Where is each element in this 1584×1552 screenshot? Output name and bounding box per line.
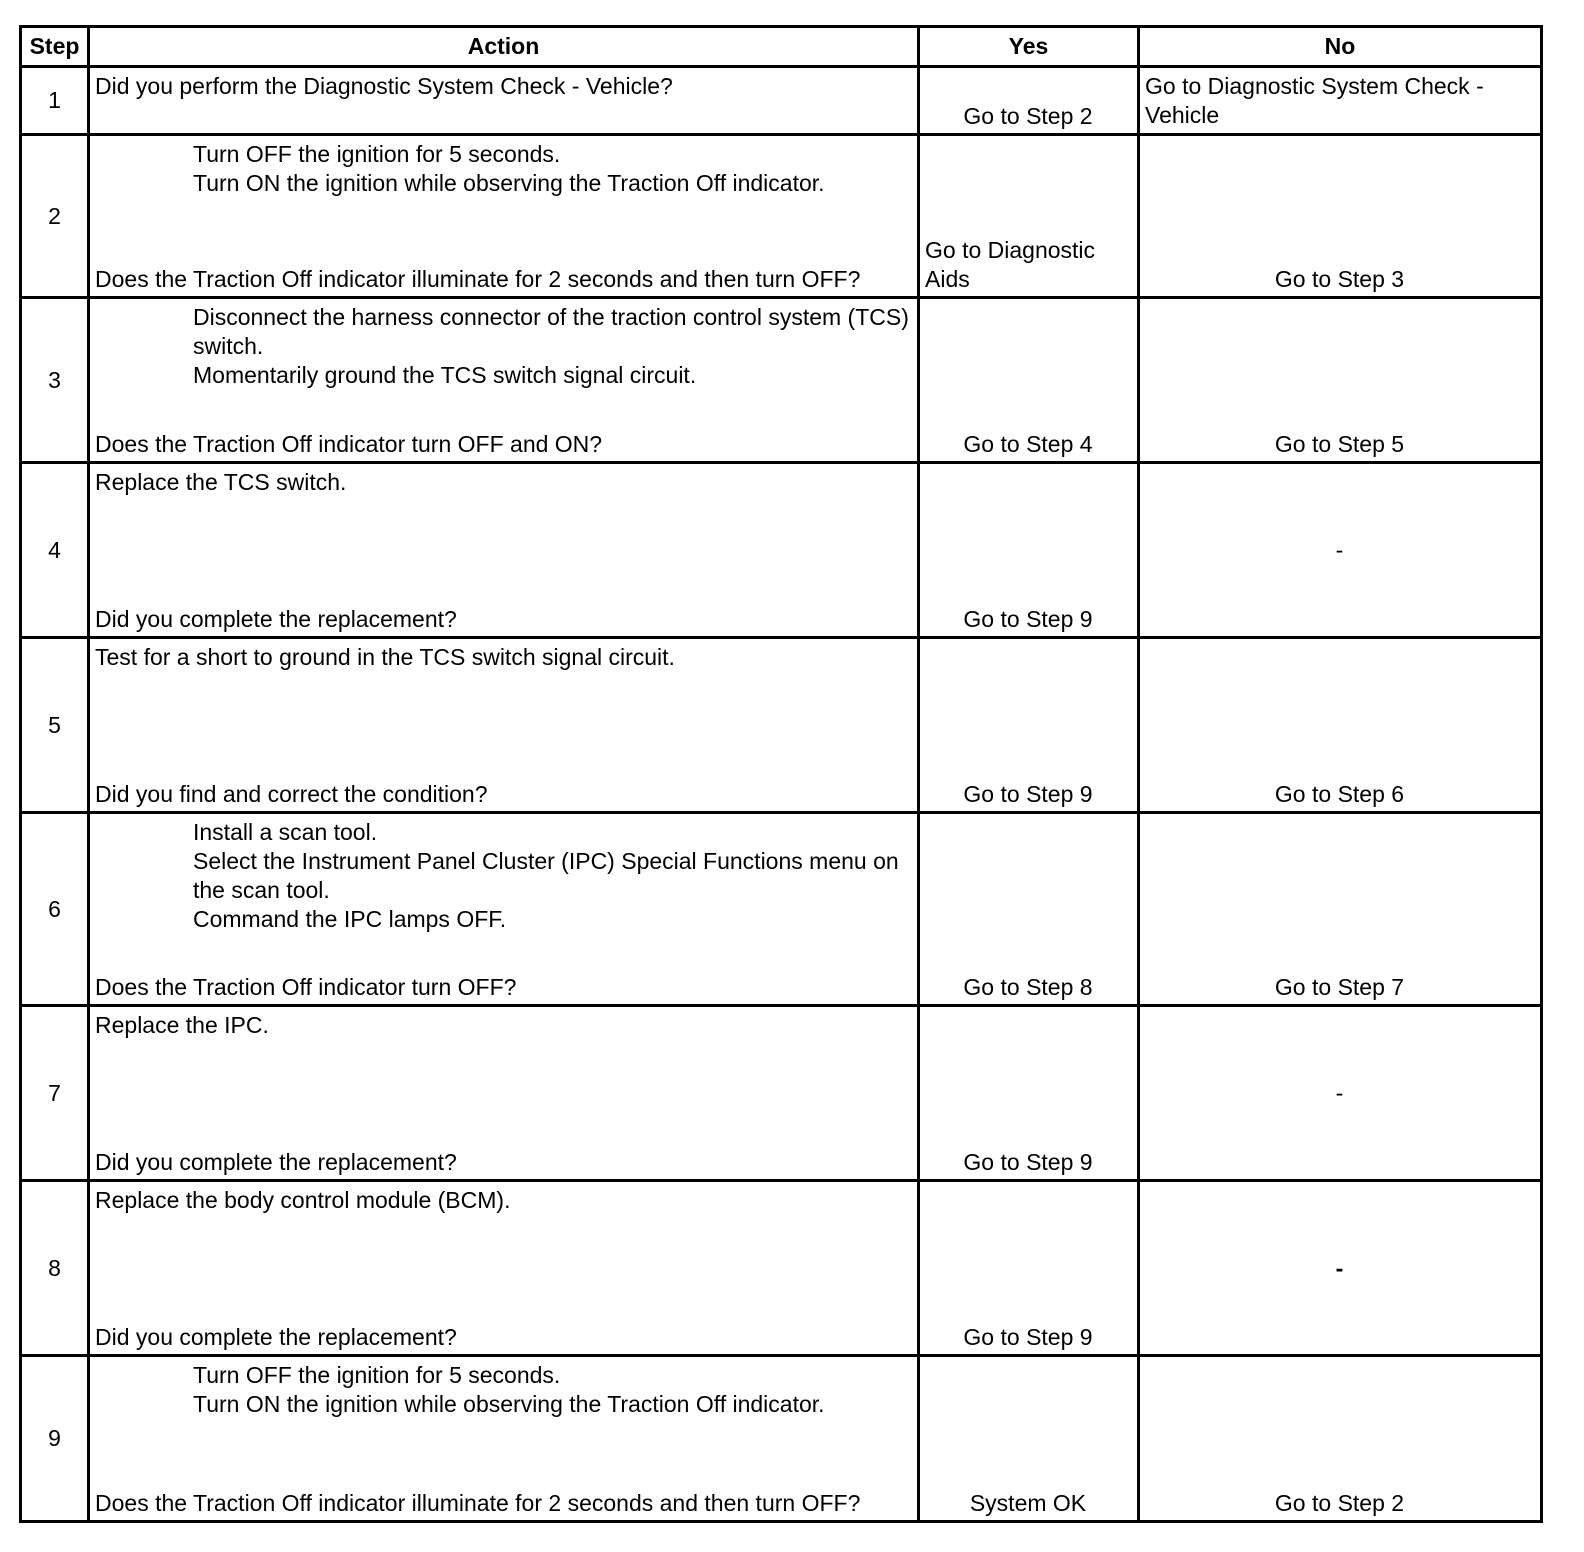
no-cell bbox=[1139, 135, 1542, 298]
no-cell bbox=[1139, 463, 1542, 638]
header-step: Step bbox=[21, 27, 89, 67]
yes-cell bbox=[919, 1356, 1139, 1522]
yes-result: Go to Step 9 bbox=[963, 1149, 1093, 1175]
yes-result: Go to Step 9 bbox=[963, 781, 1093, 807]
action-instruction: Select the Instrument Panel Cluster (IPC) Special Functions menu on the scan tool. bbox=[193, 848, 899, 903]
action-cell bbox=[89, 135, 919, 298]
action-question: Does the Traction Off indicator turn OFF? bbox=[95, 974, 517, 1000]
action-instruction: Replace the IPC. bbox=[95, 1012, 269, 1038]
step-number: 3 bbox=[21, 298, 89, 463]
action-question: Did you complete the replacement? bbox=[95, 1149, 457, 1175]
yes-result: Go to Step 4 bbox=[963, 431, 1093, 457]
action-cell bbox=[89, 67, 919, 135]
yes-cell bbox=[919, 1006, 1139, 1181]
yes-result: Go to Diagnostic Aids bbox=[925, 237, 1096, 292]
action-cell bbox=[89, 1006, 919, 1181]
step-number: 8 bbox=[21, 1181, 89, 1356]
table-row bbox=[21, 135, 1542, 298]
action-cell bbox=[89, 1181, 919, 1356]
no-result: - bbox=[1335, 1079, 1344, 1106]
yes-result: Go to Step 8 bbox=[963, 974, 1093, 1000]
yes-cell bbox=[919, 813, 1139, 1006]
table-row bbox=[21, 1006, 1542, 1181]
step-number: 7 bbox=[21, 1006, 89, 1181]
action-instruction: Command the IPC lamps OFF. bbox=[193, 906, 507, 932]
yes-cell bbox=[919, 1181, 1139, 1356]
no-result: Go to Step 2 bbox=[1274, 1490, 1405, 1516]
diagnostic-table bbox=[19, 25, 1543, 1523]
header-action: Action bbox=[89, 27, 919, 67]
action-instruction: Replace the body control module (BCM). bbox=[95, 1187, 511, 1213]
yes-result: Go to Step 9 bbox=[963, 1324, 1093, 1350]
action-instruction: Install a scan tool. bbox=[193, 819, 378, 845]
action-instruction: Momentarily ground the TCS switch signal circuit. bbox=[193, 362, 697, 388]
no-result: Go to Step 6 bbox=[1274, 781, 1405, 807]
yes-result: System OK bbox=[969, 1490, 1087, 1516]
action-question: Did you complete the replacement? bbox=[95, 1324, 457, 1350]
action-question: Did you complete the replacement? bbox=[95, 606, 457, 632]
table-row bbox=[21, 298, 1542, 463]
action-instruction: Disconnect the harness connector of the traction control system (TCS) switch. bbox=[193, 304, 909, 359]
yes-cell bbox=[919, 463, 1139, 638]
table-row bbox=[21, 813, 1542, 1006]
no-cell bbox=[1139, 813, 1542, 1006]
table-row bbox=[21, 1356, 1542, 1522]
yes-cell bbox=[919, 638, 1139, 813]
no-result: Go to Diagnostic System Check - Vehicle bbox=[1145, 73, 1484, 128]
action-instruction: Turn OFF the ignition for 5 seconds. bbox=[193, 141, 561, 167]
action-cell bbox=[89, 298, 919, 463]
step-number: 1 bbox=[21, 67, 89, 135]
table-row bbox=[21, 1181, 1542, 1356]
action-instruction: Turn ON the ignition while observing the Traction Off indicator. bbox=[193, 170, 825, 196]
no-cell bbox=[1139, 1181, 1542, 1356]
no-result: Go to Step 3 bbox=[1274, 266, 1405, 292]
yes-result: Go to Step 2 bbox=[963, 103, 1093, 129]
action-instruction: Turn OFF the ignition for 5 seconds. bbox=[193, 1362, 561, 1388]
action-question: Does the Traction Off indicator illuminate for 2 seconds and then turn OFF? bbox=[95, 1490, 861, 1516]
header-no: No bbox=[1139, 27, 1542, 67]
action-question: Does the Traction Off indicator turn OFF and ON? bbox=[95, 431, 603, 457]
no-result: Go to Step 5 bbox=[1274, 431, 1405, 457]
no-result: Go to Step 7 bbox=[1274, 974, 1405, 1000]
table-row bbox=[21, 67, 1542, 135]
no-result: - bbox=[1335, 536, 1344, 563]
no-cell bbox=[1139, 298, 1542, 463]
action-cell bbox=[89, 1356, 919, 1522]
no-cell bbox=[1139, 1356, 1542, 1522]
action-cell bbox=[89, 463, 919, 638]
step-number: 4 bbox=[21, 463, 89, 638]
header-yes: Yes bbox=[919, 27, 1139, 67]
action-question: Did you find and correct the condition? bbox=[95, 781, 488, 807]
step-number: 6 bbox=[21, 813, 89, 1006]
action-instruction: Test for a short to ground in the TCS switch signal circuit. bbox=[95, 644, 675, 670]
table-row bbox=[21, 638, 1542, 813]
step-number: 5 bbox=[21, 638, 89, 813]
step-number: 2 bbox=[21, 135, 89, 298]
action-cell bbox=[89, 813, 919, 1006]
yes-cell bbox=[919, 67, 1139, 135]
yes-cell bbox=[919, 135, 1139, 298]
yes-result: Go to Step 9 bbox=[963, 606, 1093, 632]
table-row bbox=[21, 463, 1542, 638]
action-question: Did you perform the Diagnostic System Check - Vehicle? bbox=[95, 73, 673, 99]
action-question: Does the Traction Off indicator illuminate for 2 seconds and then turn OFF? bbox=[95, 266, 861, 292]
step-number: 9 bbox=[21, 1356, 89, 1522]
header-row bbox=[21, 27, 1542, 67]
no-cell bbox=[1139, 67, 1542, 135]
action-cell bbox=[89, 638, 919, 813]
action-instruction: Turn ON the ignition while observing the Traction Off indicator. bbox=[193, 1391, 825, 1417]
action-instruction: Replace the TCS switch. bbox=[95, 469, 347, 495]
no-result: - bbox=[1335, 1254, 1344, 1281]
yes-cell bbox=[919, 298, 1139, 463]
no-cell bbox=[1139, 638, 1542, 813]
no-cell bbox=[1139, 1006, 1542, 1181]
